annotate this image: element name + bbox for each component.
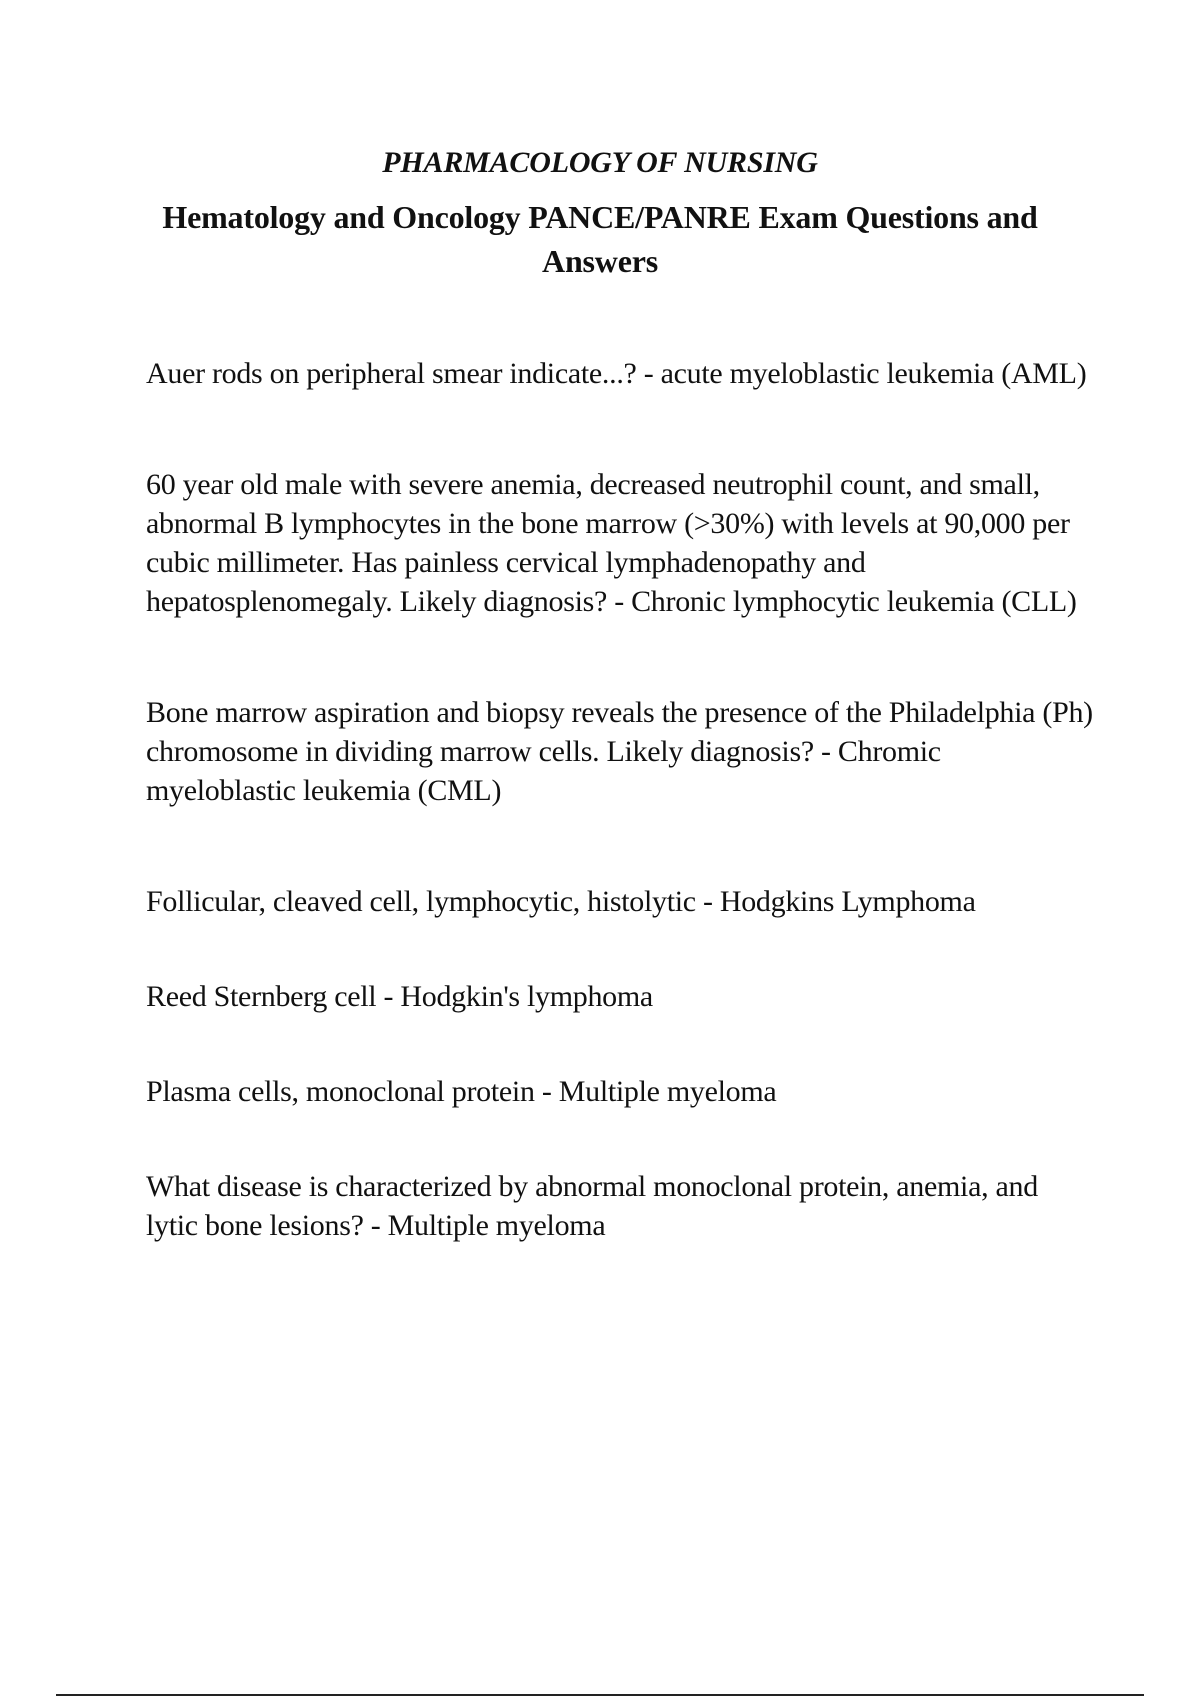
document-subject: PHARMACOLOGY OF NURSING (382, 146, 818, 179)
qa-item: Follicular, cleaved cell, lymphocytic, histolytic - Hodgkins Lymphoma (146, 885, 976, 918)
footer-divider (56, 1694, 1144, 1696)
qa-item: Auer rods on peripheral smear indicate...? - acute myeloblastic leukemia (AML) (146, 357, 1087, 390)
qa-list (146, 354, 1096, 1245)
qa-item: Reed Sternberg cell - Hodgkin's lymphoma (146, 980, 653, 1013)
qa-item: Bone marrow aspiration and biopsy reveals the presence of the Philadelphia (Ph) chromosome in dividing marrow cells. Likely diagnosis? - Chromic myeloblastic leukemia (CML) (146, 696, 1093, 807)
qa-item: What disease is characterized by abnormal monoclonal protein, anemia, and lytic bone lesions? - Multiple myeloma (146, 1170, 1038, 1242)
document-title: Hematology and Oncology PANCE/PANRE Exam Questions and Answers (162, 199, 1038, 279)
qa-item: 60 year old male with severe anemia, decreased neutrophil count, and small, abnormal B lymphocytes in the bone marrow (>30%) with levels at 90,000 per cubic millimeter. Has painless cervical lymphadenopathy and hepatosplenomegaly. Likely diagnosis? - Chronic lymphocytic leukemia (CLL) (146, 468, 1077, 618)
qa-item: Plasma cells, monoclonal protein - Multiple myeloma (146, 1075, 777, 1108)
document-header (0, 143, 1200, 283)
